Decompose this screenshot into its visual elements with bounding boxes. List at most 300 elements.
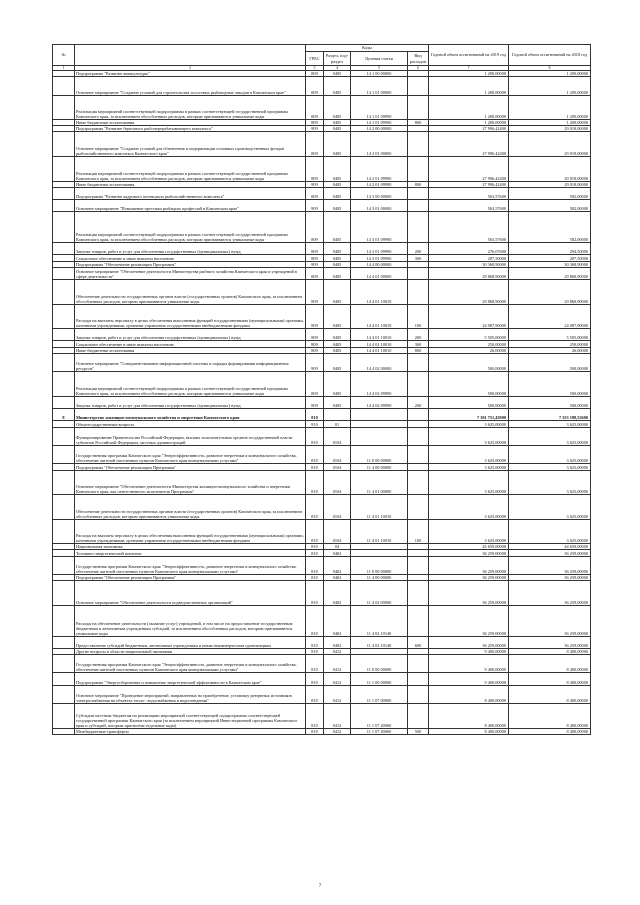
row-amount-2019: 27 996,42400	[429, 126, 509, 132]
row-number	[53, 445, 75, 463]
index-cell: 3	[306, 66, 324, 71]
row-number	[53, 243, 75, 255]
row-name: Социальное обеспечение и иные выплаты населению	[75, 341, 306, 347]
row-expense-type	[408, 353, 429, 371]
row-amount-2019: 36 259,00000	[429, 605, 509, 636]
row-number	[53, 673, 75, 685]
row-target-article: 14 1 01 09990	[351, 95, 408, 120]
row-section: 01	[324, 421, 351, 427]
header-year-2019: Годовой объем ассигнований на 2019 год	[429, 45, 509, 66]
row-name: Другие вопросы в области национальной экономики	[75, 648, 306, 654]
row-amount-2018: 250,00000	[509, 341, 591, 347]
row-amount-2018: 3 625,00000	[509, 519, 591, 544]
row-number	[53, 495, 75, 520]
row-expense-type	[408, 132, 429, 157]
row-name: Подпрограмма "Обеспечение реализации Программы"	[75, 575, 306, 581]
row-number: 8	[53, 409, 75, 421]
row-target-article: 14 4 02 09990	[351, 396, 408, 408]
row-grbs: 809	[306, 341, 324, 347]
row-grbs: 809	[306, 255, 324, 261]
row-amount-2019: 36 259,00000	[429, 581, 509, 606]
table-row	[53, 728, 591, 734]
table-row	[53, 132, 591, 157]
row-name: Основное мероприятие "Создание условий для строительства лососевых рыбоводных заводов в Камчатском крае"	[75, 77, 306, 95]
row-target-article: 14 4 00 00000	[351, 261, 408, 267]
row-grbs: 810	[306, 495, 324, 520]
row-expense-type	[408, 581, 429, 606]
table-row	[53, 704, 591, 729]
row-number	[53, 704, 75, 729]
row-name: Подпрограмма "Обеспечение реализации Программы"	[75, 261, 306, 267]
row-amount-2018: 582,00000	[509, 200, 591, 212]
row-amount-2019: 5 505,00000	[429, 329, 509, 341]
table-row	[53, 427, 591, 445]
row-amount-2019: 1 200,00000	[429, 71, 509, 77]
row-name: Расходы на выплаты персоналу в целях обеспечения выполнения функций государственными (муниципальными) органами, казенными учреждениями, органами управления государственными внебюджетными фондами	[75, 304, 306, 329]
row-grbs: 810	[306, 605, 324, 636]
table-row	[53, 353, 591, 371]
row-amount-2019: 36 259,00000	[429, 556, 509, 574]
row-amount-2018: 24 087,90000	[509, 304, 591, 329]
row-number	[53, 77, 75, 95]
row-amount-2018: 8 400,00000	[509, 673, 591, 685]
row-grbs: 809	[306, 243, 324, 255]
row-section: 0405	[324, 353, 351, 371]
row-amount-2018: 8 400,00000	[509, 654, 591, 672]
index-cell: 1	[53, 66, 75, 71]
row-section: 0412	[324, 654, 351, 672]
row-amount-2019: 563,57600	[429, 212, 509, 243]
row-target-article: 14 3 01 00000	[351, 200, 408, 212]
table-row	[53, 495, 591, 520]
row-number	[53, 654, 75, 672]
row-grbs: 809	[306, 304, 324, 329]
row-amount-2018: 44 659,00000	[509, 544, 591, 550]
row-grbs: 809	[306, 126, 324, 132]
row-name: Реализация мероприятий соответствующей подпрограммы в рамках соответствующей государственной программы Камчатского края, за исключением обособленных расходов, которым присваиваются уникальные коды	[75, 212, 306, 243]
row-amount-2019: 29 868,90000	[429, 267, 509, 279]
row-name: Реализация мероприятий соответствующей подпрограммы в рамках соответствующей государственной программы Камчатского края, за исключением обособленных расходов, которым присваиваются уникальные коды	[75, 95, 306, 120]
row-target-article: 14 1 01 00000	[351, 77, 408, 95]
row-section: 0405	[324, 347, 351, 353]
table-row	[53, 636, 591, 648]
row-grbs: 809	[306, 353, 324, 371]
row-grbs: 809	[306, 329, 324, 341]
row-grbs: 810	[306, 556, 324, 574]
row-grbs: 810	[306, 470, 324, 495]
row-number	[53, 470, 75, 495]
row-name: Основное мероприятие "Обеспечение деятельности Министерства жилищно-коммунального хозяйства и энергетики Камчатского края, как ответственного исполнителя Программы"	[75, 470, 306, 495]
row-amount-2018: 3 625,00000	[509, 427, 591, 445]
row-name: Национальная экономика	[75, 544, 306, 550]
header-target-article: Целевая статья	[351, 52, 408, 66]
row-amount-2018: 3 625,00000	[509, 464, 591, 470]
row-grbs: 809	[306, 132, 324, 157]
row-name: Закупка товаров, работ и услуг для обеспечения государственных (муниципальных) нужд	[75, 329, 306, 341]
row-amount-2019: 287,50000	[429, 255, 509, 261]
row-amount-2019: 276,07600	[429, 243, 509, 255]
row-amount-2019: 1 200,00000	[429, 120, 509, 126]
row-name: Расходы на обеспечение деятельности (оказание услуг) учреждений, в том числе на предоставление государственным бюджетным и автономным учреждениям субсидий, за исключением обособленных расходов, которым присваиваются уникальные коды	[75, 605, 306, 636]
table-row	[53, 77, 591, 95]
row-section: 0405	[324, 261, 351, 267]
row-name: Общегосударственные вопросы	[75, 421, 306, 427]
row-grbs: 809	[306, 267, 324, 279]
row-amount-2019: 500,00000	[429, 396, 509, 408]
row-amount-2019: 250,00000	[429, 341, 509, 347]
row-grbs: 809	[306, 187, 324, 199]
row-expense-type: 800	[408, 181, 429, 187]
row-amount-2018: 1 200,00000	[509, 120, 591, 126]
table-row	[53, 581, 591, 606]
row-section: 0405	[324, 372, 351, 397]
row-amount-2019: 27 996,42400	[429, 181, 509, 187]
table-row	[53, 556, 591, 574]
row-section: 0104	[324, 470, 351, 495]
row-name: Реализация мероприятий соответствующей подпрограммы в рамках соответствующей государственной программы Камчатского края, за исключением обособленных расходов, которым присваиваются уникальные коды	[75, 157, 306, 182]
row-number	[53, 280, 75, 305]
row-target-article: 11 0 00 00000	[351, 445, 408, 463]
row-target-article: 14 4 01 10010	[351, 347, 408, 353]
row-number	[53, 556, 75, 574]
row-expense-type: 200	[408, 329, 429, 341]
row-section: 0405	[324, 120, 351, 126]
row-grbs: 810	[306, 464, 324, 470]
row-number	[53, 581, 75, 606]
row-expense-type: 300	[408, 341, 429, 347]
row-name: Основное мероприятие "Обеспечение деятельности Министерства рыбного хозяйства Камчатского края и учреждений в сфере деятельности"	[75, 267, 306, 279]
row-name: Обеспечение деятельности государственных органов власти (государственных органов) Камчатского края, за исключением обособленных расходов, которым присваиваются уникальные коды	[75, 280, 306, 305]
row-amount-2019: 3 625,00000	[429, 421, 509, 427]
index-cell: 5	[351, 66, 408, 71]
row-number	[53, 187, 75, 199]
row-amount-2018: 29 868,90000	[509, 280, 591, 305]
index-cell: 6	[408, 66, 429, 71]
row-name: Подпрограмма "Развитие кадрового потенциала рыбохозяйственного комплекса"	[75, 187, 306, 199]
row-name: Обеспечение деятельности государственных органов власти (государственных органов) Камчатского края, за исключением обособленных расходов, которым присваиваются уникальные коды	[75, 495, 306, 520]
row-section: 0104	[324, 445, 351, 463]
row-amount-2018: 1 200,00000	[509, 71, 591, 77]
row-amount-2019: 36 259,00000	[429, 636, 509, 648]
row-target-article: 11 0 00 00000	[351, 556, 408, 574]
row-name: Функционирование Правительства Российской Федерации, высших исполнительных органов государственной власти субъектов Российской Федерации, местных администраций	[75, 427, 306, 445]
row-expense-type: 100	[408, 519, 429, 544]
row-amount-2018: 36 259,00000	[509, 581, 591, 606]
table-row	[53, 470, 591, 495]
index-cell: 4	[324, 66, 351, 71]
row-amount-2018: 7 353 188,52600	[509, 409, 591, 421]
row-amount-2019: 9 400,00000	[429, 673, 509, 685]
row-section: 0104	[324, 495, 351, 520]
row-target-article: 14 1 01 09990	[351, 120, 408, 126]
row-number	[53, 396, 75, 408]
row-section: 0104	[324, 464, 351, 470]
row-section: 0405	[324, 341, 351, 347]
row-name: Закупка товаров, работ и услуг для обеспечения государственных (муниципальных) нужд	[75, 396, 306, 408]
row-amount-2019: 45 659,00000	[429, 544, 509, 550]
row-target-article: 11 4 02 10140	[351, 636, 408, 648]
budget-table	[52, 44, 591, 735]
row-grbs: 810	[306, 427, 324, 445]
row-amount-2018: 1 200,00000	[509, 77, 591, 95]
table-row	[53, 654, 591, 672]
row-expense-type	[408, 445, 429, 463]
row-section: 0405	[324, 255, 351, 261]
row-amount-2018: 36 259,00000	[509, 550, 591, 556]
row-section: 0405	[324, 396, 351, 408]
row-amount-2019: 8 400,00000	[429, 685, 509, 703]
row-expense-type	[408, 267, 429, 279]
table-row	[53, 267, 591, 279]
row-target-article: 11 1 07 40060	[351, 704, 408, 729]
row-expense-type: 500	[408, 728, 429, 734]
header-section: Раздел, под-раздел	[324, 52, 351, 66]
row-name: Иные бюджетные ассигнования	[75, 181, 306, 187]
row-section: 0405	[324, 212, 351, 243]
row-amount-2018: 36 259,00000	[509, 605, 591, 636]
row-section: 0412	[324, 648, 351, 654]
row-expense-type	[408, 409, 429, 421]
row-number	[53, 605, 75, 636]
row-number	[53, 95, 75, 120]
row-target-article: 14 3 00 00000	[351, 187, 408, 199]
table-row	[53, 605, 591, 636]
row-amount-2019: 500,00000	[429, 372, 509, 397]
table-row	[53, 243, 591, 255]
row-grbs: 809	[306, 77, 324, 95]
row-amount-2019: 29 868,90000	[429, 280, 509, 305]
row-amount-2018: 29 018,00000	[509, 126, 591, 132]
row-name: Топливно-энергетический комплекс	[75, 550, 306, 556]
row-target-article: 11 4 00 00000	[351, 575, 408, 581]
row-amount-2018: 582,00000	[509, 187, 591, 199]
row-number	[53, 304, 75, 329]
row-expense-type: 100	[408, 304, 429, 329]
row-grbs: 810	[306, 704, 324, 729]
row-amount-2019: 24 087,90000	[429, 304, 509, 329]
row-expense-type: 300	[408, 255, 429, 261]
row-amount-2018: 500,00000	[509, 396, 591, 408]
row-target-article: 14 4 02 09990	[351, 372, 408, 397]
row-grbs: 809	[306, 212, 324, 243]
row-expense-type	[408, 470, 429, 495]
row-expense-type	[408, 280, 429, 305]
index-cell: 7	[429, 66, 509, 71]
table-body	[53, 71, 591, 735]
row-target-article: 11 4 00 00000	[351, 464, 408, 470]
row-amount-2019: 1 200,00000	[429, 95, 509, 120]
row-section: 0405	[324, 280, 351, 305]
row-name: Государственная программа Камчатского края "Энергоэффективность, развитие энергетики и коммунального хозяйства, обеспечение жителей населенных пунктов Камчатского края коммунальными услугами"	[75, 445, 306, 463]
row-amount-2019: 3 625,00000	[429, 464, 509, 470]
row-amount-2019: 26,00000	[429, 347, 509, 353]
row-grbs: 809	[306, 200, 324, 212]
row-expense-type	[408, 704, 429, 729]
row-section: 0405	[324, 77, 351, 95]
header-year-2018: Годовой объем ассигнований на 2018 год	[509, 45, 591, 66]
row-amount-2018: 30 368,90000	[509, 261, 591, 267]
row-section: 0402	[324, 575, 351, 581]
row-target-article: 14 4 01 10010	[351, 329, 408, 341]
row-name: Межбюджетные трансферты	[75, 728, 306, 734]
row-number	[53, 212, 75, 243]
row-grbs: 810	[306, 575, 324, 581]
table-row	[53, 519, 591, 544]
row-grbs: 810	[306, 685, 324, 703]
row-amount-2019: 3 625,00000	[429, 427, 509, 445]
row-grbs: 810	[306, 636, 324, 648]
row-target-article: 11 0 00 00000	[351, 654, 408, 672]
row-section: 0412	[324, 685, 351, 703]
row-grbs: 810	[306, 654, 324, 672]
row-amount-2019: 8 400,00000	[429, 704, 509, 729]
row-amount-2018: 287,50000	[509, 255, 591, 261]
row-name: Основное мероприятие "Создание условий для обновления и модернизации основных производственных фондов рыбохозяйственного комплекса Камчатского края"	[75, 132, 306, 157]
table-row	[53, 329, 591, 341]
row-expense-type	[408, 654, 429, 672]
row-amount-2018: 8 400,00000	[509, 704, 591, 729]
row-amount-2019: 3 625,00000	[429, 519, 509, 544]
row-name: Основное мероприятие "Повышение престижа рыбацких профессий в Камчатском крае"	[75, 200, 306, 212]
table-row	[53, 409, 591, 421]
row-name: Расходы на выплаты персоналу в целях обеспечения выполнения функций государственными (муниципальными) органами, казенными учреждениями, органами управления государственными внебюджетными фондами	[75, 519, 306, 544]
row-target-article: 14 3 01 09990	[351, 212, 408, 243]
row-amount-2018: 3 625,00000	[509, 495, 591, 520]
row-amount-2018: 3 625,00000	[509, 445, 591, 463]
row-target-article: 11 1 07 00000	[351, 685, 408, 703]
row-amount-2019: 36 259,00000	[429, 550, 509, 556]
row-amount-2019: 8 400,00000	[429, 728, 509, 734]
row-name: Закупка товаров, работ и услуг для обеспечения государственных (муниципальных) нужд	[75, 243, 306, 255]
row-name: Государственная программа Камчатского края "Энергоэффективность, развитие энергетики и коммунального хозяйства, обеспечение жителей населенных пунктов Камчатского края коммунальными услугами"	[75, 556, 306, 574]
row-target-article: 11 4 02 00000	[351, 581, 408, 606]
row-name: Подпрограмма "Развитие аквакультуры"	[75, 71, 306, 77]
row-number	[53, 267, 75, 279]
row-section: 0402	[324, 556, 351, 574]
row-section: 0405	[324, 243, 351, 255]
row-expense-type	[408, 77, 429, 95]
row-expense-type: 200	[408, 396, 429, 408]
row-grbs: 810	[306, 519, 324, 544]
row-number	[53, 427, 75, 445]
row-name: Основное мероприятие "Совершенствование информационной системы и порядка формирования информационных ресурсов"	[75, 353, 306, 371]
row-target-article: 11 4 01 00000	[351, 470, 408, 495]
row-number	[53, 200, 75, 212]
row-amount-2018: 8 400,00000	[509, 648, 591, 654]
row-grbs: 810	[306, 409, 324, 421]
row-name: Подпрограмма "Энергосбережение и повышение энергетической эффективности в Камчатском крае"	[75, 673, 306, 685]
row-grbs: 810	[306, 648, 324, 654]
row-amount-2019: 1 200,00000	[429, 77, 509, 95]
row-target-article: 14 2 00 00000	[351, 126, 408, 132]
row-amount-2018: 294,50000	[509, 243, 591, 255]
row-number	[53, 372, 75, 397]
row-amount-2019: 30 368,90000	[429, 261, 509, 267]
row-expense-type: 600	[408, 636, 429, 648]
row-target-article: 14 3 01 09990	[351, 255, 408, 261]
row-grbs: 810	[306, 421, 324, 427]
row-amount-2018: 500,00000	[509, 353, 591, 371]
header-number: №	[53, 45, 75, 66]
table-row	[53, 212, 591, 243]
table-row	[53, 304, 591, 329]
row-name: Субсидии местным бюджетам на реализацию мероприятий соответствующей подпрограммы соответствующей государственной программы Камчатского края (за исключением мероприятий Инвестиционной программы Камчатского края и субсидий, которым присвоены отдельные коды)	[75, 704, 306, 729]
row-amount-2019: 36 259,00000	[429, 575, 509, 581]
row-expense-type	[408, 157, 429, 182]
row-grbs: 809	[306, 157, 324, 182]
row-section: 0405	[324, 187, 351, 199]
page-number: 7	[318, 884, 322, 889]
row-section: 0402	[324, 605, 351, 636]
table-row	[53, 673, 591, 685]
row-name: Подпрограмма "Развитие берегового рыбоперерабатывающего комплекса"	[75, 126, 306, 132]
row-section: 0402	[324, 581, 351, 606]
row-section	[324, 409, 351, 421]
row-number	[53, 329, 75, 341]
table-row	[53, 280, 591, 305]
row-grbs: 810	[306, 550, 324, 556]
row-amount-2019: 7 301 751,43900	[429, 409, 509, 421]
row-name: Иные бюджетные ассигнования	[75, 347, 306, 353]
row-grbs: 810	[306, 728, 324, 734]
row-expense-type: 800	[408, 347, 429, 353]
row-target-article: 14 2 01 09990	[351, 181, 408, 187]
row-number	[53, 728, 75, 734]
table-row	[53, 445, 591, 463]
row-section: 0402	[324, 636, 351, 648]
header-codes-group: Коды	[306, 45, 429, 52]
row-grbs: 809	[306, 181, 324, 187]
row-amount-2018: 8 400,00000	[509, 685, 591, 703]
row-target-article: 14 4 01 10010	[351, 341, 408, 347]
row-target-article: 11 1 07 40060	[351, 728, 408, 734]
row-amount-2018: 36 259,00000	[509, 556, 591, 574]
row-section: 0412	[324, 728, 351, 734]
row-section: 04	[324, 544, 351, 550]
row-grbs: 810	[306, 445, 324, 463]
row-section: 0405	[324, 126, 351, 132]
row-amount-2018: 1 200,00000	[509, 95, 591, 120]
row-amount-2018: 29 018,00000	[509, 157, 591, 182]
row-target-article: 11 4 01 10010	[351, 495, 408, 520]
row-grbs: 809	[306, 347, 324, 353]
row-name: Реализация мероприятий соответствующей подпрограммы в рамках соответствующей государственной программы Камчатского края, за исключением обособленных расходов, которым присваиваются уникальные коды	[75, 372, 306, 397]
row-section: 0405	[324, 267, 351, 279]
row-section: 0104	[324, 427, 351, 445]
row-name: Социальное обеспечение и иные выплаты населению	[75, 255, 306, 261]
row-section: 0412	[324, 673, 351, 685]
row-expense-type: 200	[408, 243, 429, 255]
row-grbs: 810	[306, 581, 324, 606]
table-row	[53, 396, 591, 408]
row-grbs: 809	[306, 71, 324, 77]
row-expense-type	[408, 605, 429, 636]
row-amount-2018: 3 625,00000	[509, 421, 591, 427]
row-name: Иные бюджетные ассигнования	[75, 120, 306, 126]
row-section: 0405	[324, 132, 351, 157]
row-target-article: 14 4 01 00000	[351, 267, 408, 279]
row-number	[53, 157, 75, 182]
row-amount-2019: 27 996,42400	[429, 157, 509, 182]
row-expense-type	[408, 427, 429, 445]
row-name: Основное мероприятие "Обеспечение деятельности подведомственных организаций"	[75, 581, 306, 606]
row-amount-2019: 3 625,00000	[429, 445, 509, 463]
row-amount-2018: 36 259,00000	[509, 636, 591, 648]
row-grbs: 809	[306, 261, 324, 267]
table-row	[53, 95, 591, 120]
row-number	[53, 132, 75, 157]
row-expense-type	[408, 187, 429, 199]
